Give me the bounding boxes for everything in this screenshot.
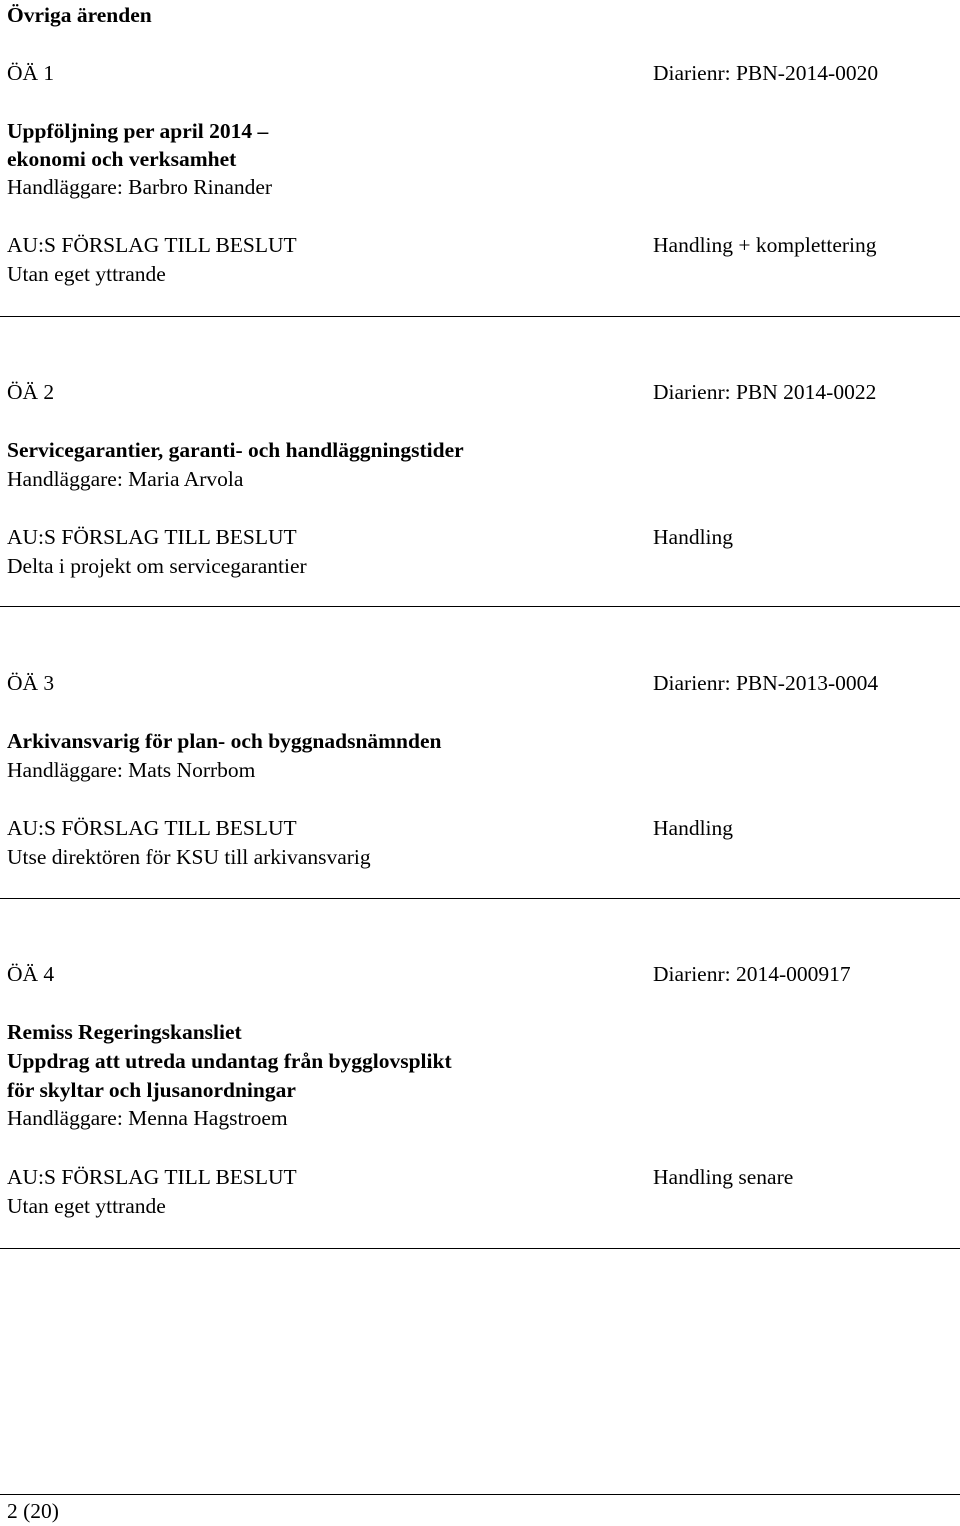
diarienr: Diarienr: PBN-2014-0020 xyxy=(653,61,879,85)
proposal-text: Utan eget yttrande xyxy=(7,1194,166,1218)
item-number: ÖÄ 1 xyxy=(7,61,55,85)
proposal-heading: AU:S FÖRSLAG TILL BESLUT xyxy=(7,233,297,257)
item-title-line: Servicegarantier, garanti- och handläggningstider xyxy=(7,438,464,462)
handlaggare: Handläggare: Menna Hagstroem xyxy=(7,1106,288,1130)
item-title-line: ekonomi och verksamhet xyxy=(7,147,237,171)
proposal-text: Delta i projekt om servicegarantier xyxy=(7,554,307,578)
item-title-line: Uppdrag att utreda undantag från bygglovsplikt xyxy=(7,1049,452,1073)
item-title-line: Remiss Regeringskansliet xyxy=(7,1020,242,1044)
item-number: ÖÄ 4 xyxy=(7,962,55,986)
diarienr: Diarienr: PBN 2014-0022 xyxy=(653,380,877,404)
item-title-line: för skyltar och ljusanordningar xyxy=(7,1078,296,1102)
item-number: ÖÄ 3 xyxy=(7,671,55,695)
item-title-line: Uppföljning per april 2014 – xyxy=(7,119,269,143)
handlaggare: Handläggare: Maria Arvola xyxy=(7,467,244,491)
handlaggare: Handläggare: Barbro Rinander xyxy=(7,175,273,199)
handling: Handling xyxy=(653,525,734,549)
proposal-heading: AU:S FÖRSLAG TILL BESLUT xyxy=(7,816,297,840)
handling: Handling + komplettering xyxy=(653,233,877,257)
proposal-heading: AU:S FÖRSLAG TILL BESLUT xyxy=(7,525,297,549)
handling: Handling xyxy=(653,816,734,840)
footer-rule xyxy=(0,1494,960,1495)
diarienr: Diarienr: 2014-000917 xyxy=(653,962,851,986)
section-divider xyxy=(0,606,960,607)
section-divider xyxy=(0,316,960,317)
page-heading: Övriga ärenden xyxy=(7,3,152,27)
item-number: ÖÄ 2 xyxy=(7,380,55,404)
diarienr: Diarienr: PBN-2013-0004 xyxy=(653,671,879,695)
proposal-heading: AU:S FÖRSLAG TILL BESLUT xyxy=(7,1165,297,1189)
section-divider xyxy=(0,1248,960,1249)
proposal-text: Utse direktören för KSU till arkivansvarig xyxy=(7,845,371,869)
handling: Handling senare xyxy=(653,1165,794,1189)
proposal-text: Utan eget yttrande xyxy=(7,262,166,286)
handlaggare: Handläggare: Mats Norrbom xyxy=(7,758,256,782)
section-divider xyxy=(0,898,960,899)
page-number: 2 (20) xyxy=(7,1499,59,1523)
item-title-line: Arkivansvarig för plan- och byggnadsnämnden xyxy=(7,729,442,753)
